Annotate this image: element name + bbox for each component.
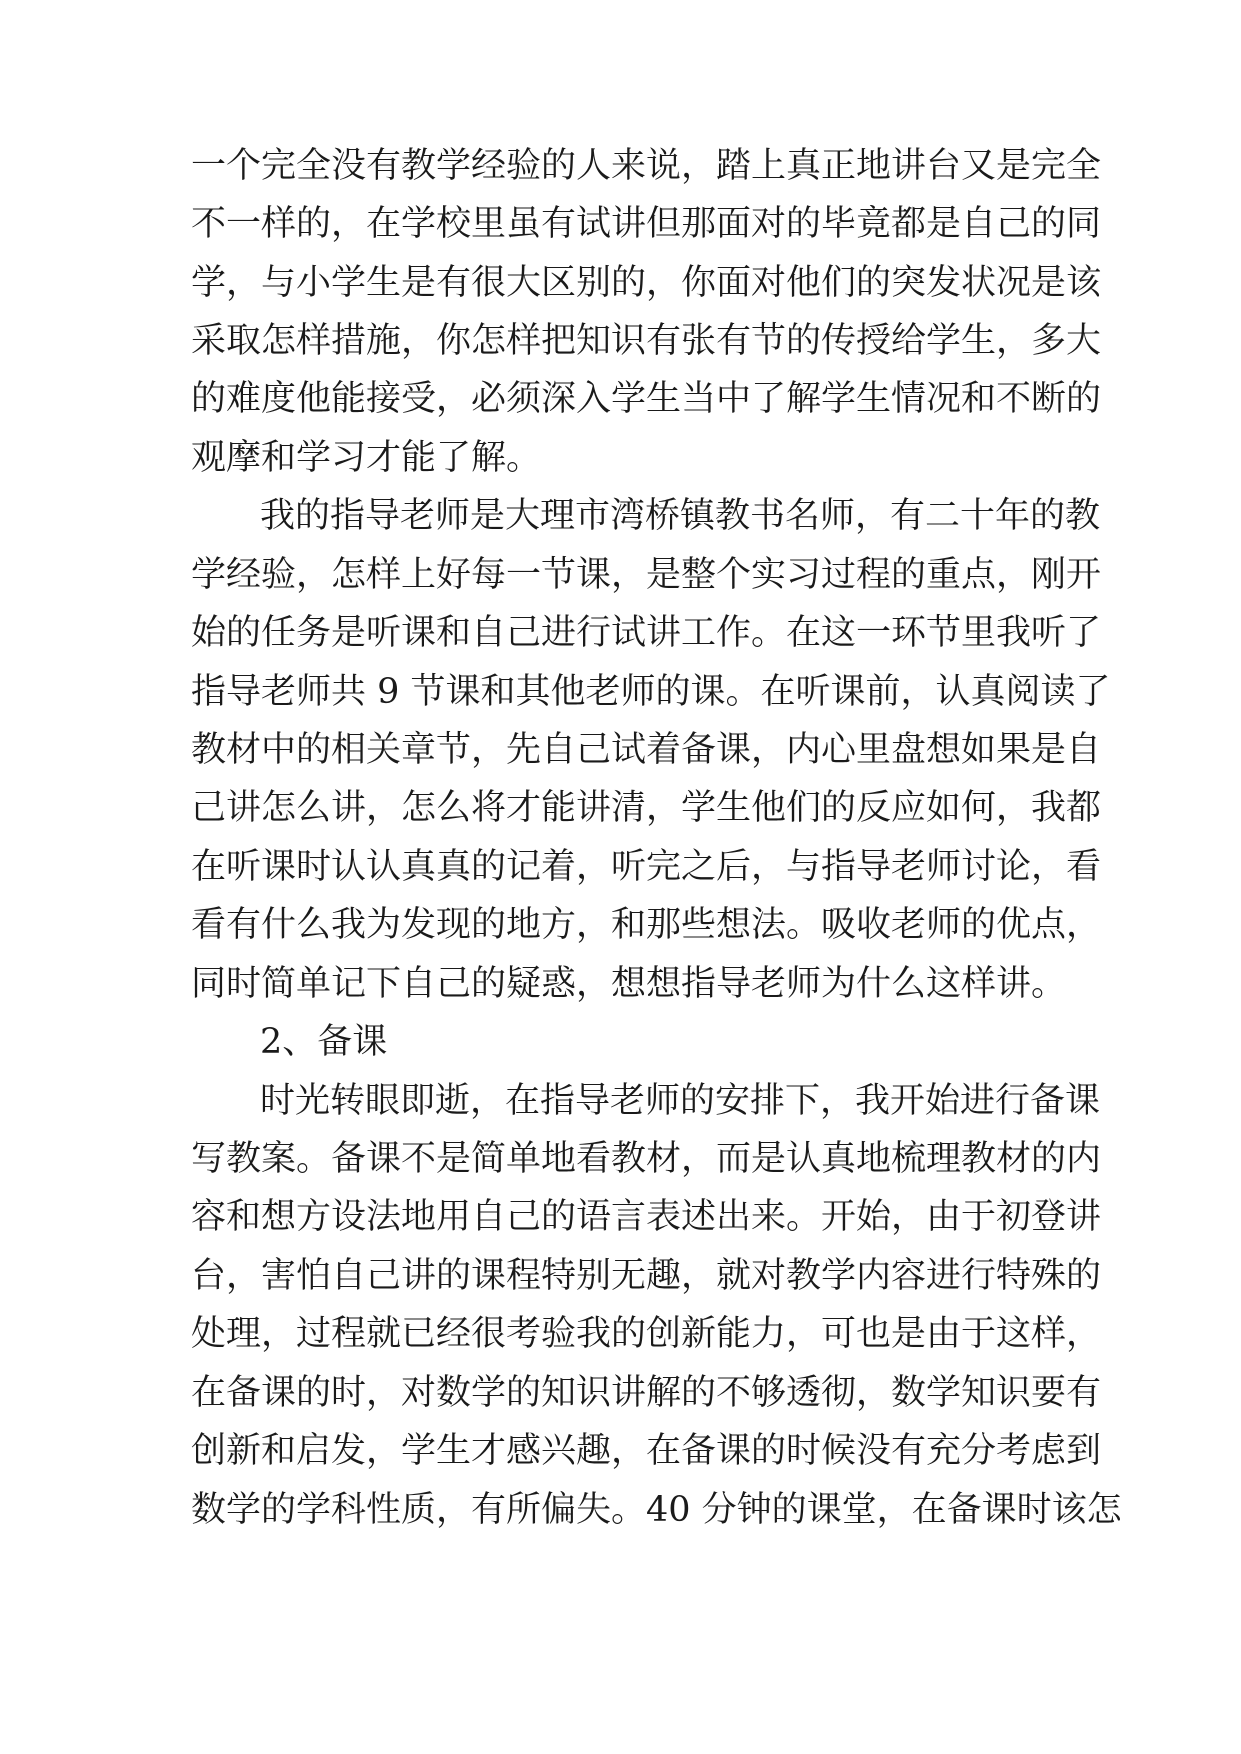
text-line: 一个完全没有教学经验的人来说，踏上真正地讲台又是完全 — [191, 146, 1102, 186]
text-line: 容和想方设法地用自己的语言表述出来。开始，由于初登讲 — [191, 1197, 1102, 1237]
text-line: 学经验，怎样上好每一节课，是整个实习过程的重点，刚开 — [191, 555, 1102, 595]
text-line: 采取怎样措施，你怎样把知识有张有节的传授给学生，多大 — [191, 321, 1102, 361]
paragraph-first-line: 时光转眼即逝，在指导老师的安排下，我开始进行备课 — [260, 1081, 1101, 1121]
text-line: 处理，过程就已经很考验我的创新能力，可也是由于这样， — [191, 1314, 1102, 1354]
text-line: 写教案。备课不是简单地看教材，而是认真地梳理教材的内 — [191, 1139, 1102, 1179]
text-line: 同时简单记下自己的疑惑，想想指导老师为什么这样讲。 — [191, 964, 1067, 1004]
text-line: 的难度他能接受，必须深入学生当中了解学生情况和不断的 — [191, 379, 1102, 419]
text-line: 己讲怎么讲，怎么将才能讲清，学生他们的反应如何，我都 — [191, 788, 1102, 828]
text-line: 数学的学科性质，有所偏失。40 分钟的课堂，在备课时该怎 — [191, 1490, 1122, 1530]
text-line: 台，害怕自己讲的课程特别无趣，就对教学内容进行特殊的 — [191, 1256, 1102, 1296]
text-line: 在备课的时，对数学的知识讲解的不够透彻，数学知识要有 — [191, 1373, 1102, 1413]
section-heading: 2、备课 — [260, 1022, 388, 1062]
text-line: 教材中的相关章节，先自己试着备课，内心里盘想如果是自 — [191, 730, 1102, 770]
text-line: 在听课时认认真真的记着，听完之后，与指导老师讨论，看 — [191, 847, 1102, 887]
text-line: 创新和启发，学生才感兴趣，在备课的时候没有充分考虑到 — [191, 1431, 1102, 1471]
text-line: 始的任务是听课和自己进行试讲工作。在这一环节里我听了 — [191, 613, 1102, 653]
text-line: 学，与小学生是有很大区别的，你面对他们的突发状况是该 — [191, 263, 1102, 303]
paragraph-first-line: 我的指导老师是大理市湾桥镇教书名师，有二十年的教 — [260, 496, 1101, 536]
text-line: 看有什么我为发现的地方，和那些想法。吸收老师的优点， — [191, 905, 1102, 945]
text-line: 指导老师共 9 节课和其他老师的课。在听课前，认真阅读了 — [191, 672, 1111, 712]
text-line: 不一样的，在学校里虽有试讲但那面对的毕竟都是自己的同 — [191, 204, 1102, 244]
text-line: 观摩和学习才能了解。 — [191, 438, 542, 478]
